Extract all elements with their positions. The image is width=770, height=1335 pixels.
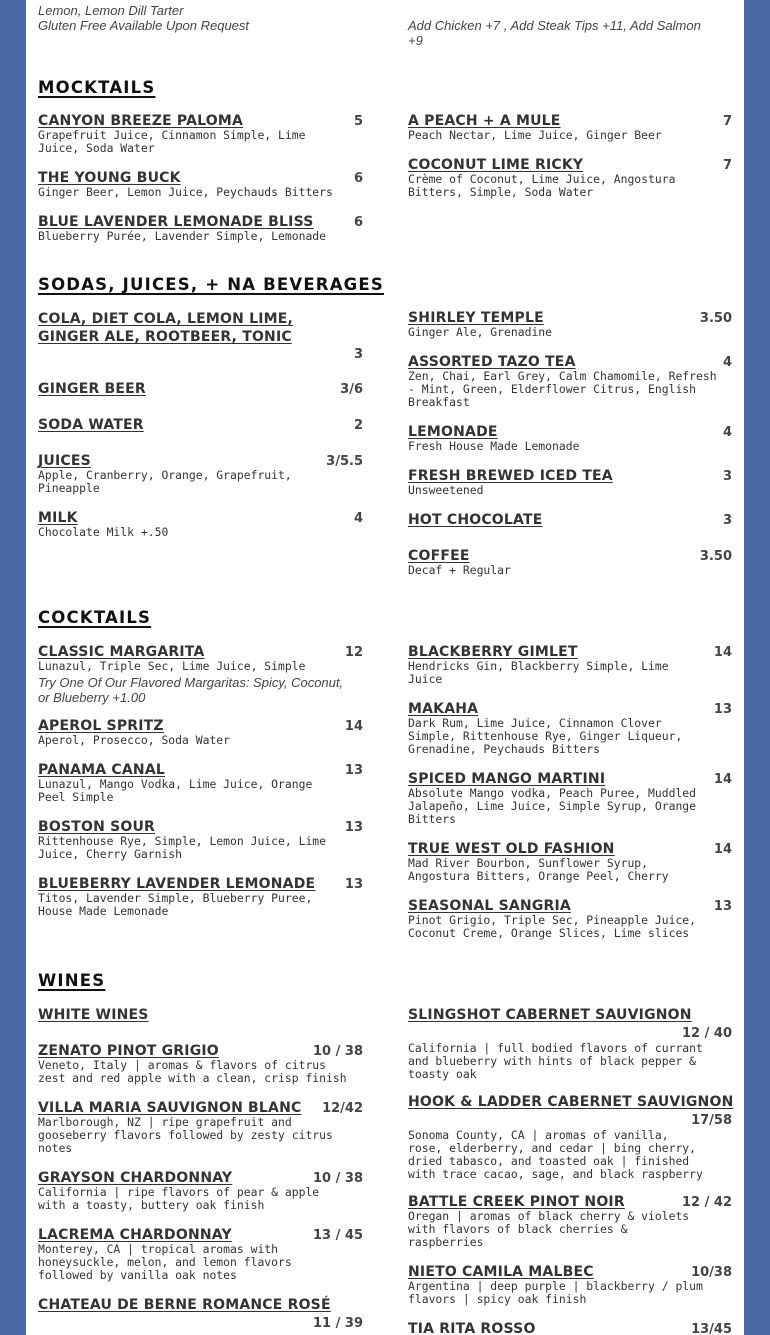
item-price: 3/5.5 [326,454,363,469]
item-description: Blueberry Purée, Lavender Simple, Lemonade [38,229,327,243]
item-price: 12 / 42 [682,1195,732,1210]
item-price: 14 [713,772,732,787]
item-name: GINGER BEER [38,381,146,397]
item-name: BOSTON SOUR [38,819,156,835]
item-price: 4 [353,511,363,526]
item-name: MAKAHA [408,701,479,717]
item-name: SPICED MANGO MARTINI [408,771,606,787]
item-price: 3 [722,469,732,484]
item-price: 13 / 45 [313,1228,363,1243]
item-description: California | ripe flavors of pear & apple with a toasty, buttery oak finish [38,1185,320,1212]
item-name: BATTLE CREEK PINOT NOIR [408,1194,625,1210]
section-title-sodas: SODAS, JUICES, + NA BEVERAGES [38,275,384,294]
item-price: 14 [713,645,732,660]
item-description: Crème of Coconut, Lime Juice, Angostura Bitters, Simple, Soda Water [408,172,676,199]
item-price: 13 [344,763,363,778]
item-name: COFFEE [408,548,470,564]
item-name: HOT CHOCOLATE [408,512,543,528]
top-right-line2: +9 [408,33,423,48]
item-description: Zen, Chai, Earl Grey, Calm Chamomile, Refresh - Mint, Green, Elderflower Citrus, English Breakfast [408,369,717,409]
item-price: 3.50 [699,311,732,326]
menu-page [26,0,744,1335]
item-name: ASSORTED TAZO TEA [408,354,576,370]
item-description: Absolute Mango vodka, Peach Puree, Muddled Jalapeño, Lime Juice, Simple Syrup, Orange Bitters [408,786,697,826]
item-description: Marlborough, NZ | ripe grapefruit and gooseberry flavors followed by zesty citrus notes [38,1115,333,1155]
item-description: Mad River Bourbon, Sunflower Syrup, Angostura Bitters, Orange Peel, Cherry [408,856,669,883]
top-left-line1: Lemon, Lemon Dill Tarter [38,3,184,18]
item-name: SHIRLEY TEMPLE [408,310,544,326]
item-price: 6 [353,215,363,230]
item-price: 14 [344,719,363,734]
item-description: Fresh House Made Lemonade [408,439,580,453]
item-price: 3.50 [699,549,732,564]
item-price: 10 / 38 [313,1044,363,1059]
item-name: NIETO CAMILA MALBEC [408,1264,594,1280]
item-name: ZENATO PINOT GRIGIO [38,1043,219,1059]
item-note: Try One Of Our Flavored Margaritas: Spicy, Coconut, or Blueberry +1.00 [38,675,344,705]
item-name: HOOK & LADDER CABERNET SAUVIGNON [408,1094,734,1110]
item-description: Grapefruit Juice, Cinnamon Simple, Lime Juice, Soda Water [38,128,306,155]
section-title-mocktails: MOCKTAILS [38,78,156,97]
item-price: 5 [353,114,363,129]
item-description: Unsweetened [408,483,484,497]
item-name: THE YOUNG BUCK [38,170,181,186]
item-description: Oregan | aromas of black cherry & violets with flavors of black cherries & raspberries [408,1209,690,1249]
item-name: BLACKBERRY GIMLET [408,644,578,660]
item-description: Veneto, Italy | aromas & flavors of citrus zest and red apple with a clean, crisp finish [38,1058,347,1085]
item-name: TRUE WEST OLD FASHION [408,841,615,857]
top-left-line2: Gluten Free Available Upon Request [38,18,250,33]
item-price: 3/6 [340,382,363,397]
item-price: 13/45 [691,1322,732,1335]
item-name: CHATEAU DE BERNE ROMANCE ROSÉ [38,1297,331,1313]
item-name: LACREMA CHARDONNAY [38,1227,232,1243]
item-name: COLA, DIET COLA, LEMON LIME, GINGER ALE, ROOTBEER, TONIC [38,311,294,345]
item-name: A PEACH + A MULE [408,113,561,129]
item-description: Monterey, CA | tropical aromas with honeysuckle, melon, and lemon flavors followed by vanilla oak notes [38,1242,292,1282]
item-price: 3 [722,513,732,528]
item-name: MILK [38,510,78,526]
item-price: 12/42 [322,1101,363,1116]
item-name: LEMONADE [408,424,498,440]
item-name: CANYON BREEZE PALOMA [38,113,244,129]
item-price: 13 [713,702,732,717]
item-description: Ginger Beer, Lemon Juice, Peychauds Bitters [38,185,333,199]
item-name: SEASONAL SANGRIA [408,898,571,914]
item-price: 4 [722,355,732,370]
item-price: 10/38 [691,1265,732,1280]
item-name: JUICES [38,453,91,469]
item-description: Lunazul, Triple Sec, Lime Juice, Simple [38,659,306,673]
item-name: APEROL SPRITZ [38,718,164,734]
top-right-line1: Add Chicken +7 , Add Steak Tips +11, Add Salmon [408,18,701,33]
item-description: Chocolate Milk +.50 [38,525,169,539]
item-description: Dark Rum, Lime Juice, Cinnamon Clover Simple, Rittenhouse Rye, Ginger Liqueur, Grenadine, Peychauds Bitters [408,716,683,756]
item-price: 13 [344,820,363,835]
item-price: 7 [722,114,732,129]
item-name: PANAMA CANAL [38,762,165,778]
item-description: Titos, Lavender Simple, Blueberry Puree, House Made Lemonade [38,891,313,918]
item-price: 14 [713,842,732,857]
item-description: Lunazul, Mango Vodka, Lime Juice, Orange Peel Simple [38,777,313,804]
item-price: 17/58 [691,1113,732,1128]
item-description: Argentina | deep purple | blackberry / plum flavors | spicy oak finish [408,1279,703,1306]
item-description: Ginger Ale, Grenadine [408,325,553,339]
item-name: TIA RITA ROSSO [408,1321,536,1335]
item-name: BLUE LAVENDER LEMONADE BLISS [38,214,314,230]
item-name: BLUEBERRY LAVENDER LEMONADE [38,876,316,892]
item-name: VILLA MARIA SAUVIGNON BLANC [38,1100,302,1116]
item-price: 12 [344,645,363,660]
item-description: Decaf + Regular [408,563,511,577]
item-name: GRAYSON CHARDONNAY [38,1170,233,1186]
item-price: 2 [353,418,363,433]
item-price: 12 / 40 [682,1026,732,1041]
item-price: 11 / 39 [313,1316,363,1331]
item-name: COCONUT LIME RICKY [408,157,584,173]
item-description: Pinot Grigio, Triple Sec, Pineapple Juice, Coconut Creme, Orange Slices, Lime slices [408,913,697,940]
item-name: CLASSIC MARGARITA [38,644,205,660]
item-price: 13 [713,899,732,914]
item-price: 4 [722,425,732,440]
item-description: Aperol, Prosecco, Soda Water [38,733,231,747]
item-price: 3 [353,347,363,362]
item-price: 10 / 38 [313,1171,363,1186]
section-title-cocktails: COCKTAILS [38,608,152,627]
item-price: 13 [344,877,363,892]
item-price: 7 [722,158,732,173]
item-description: California | full bodied flavors of currant and blueberry with hints of black pepper & toasty oak [408,1041,703,1081]
item-name: SODA WATER [38,417,144,433]
item-description: Apple, Cranberry, Orange, Grapefruit, Pineapple [38,468,292,495]
item-description: Hendricks Gin, Blackberry Simple, Lime Juice [408,659,669,686]
item-description: Peach Nectar, Lime Juice, Ginger Beer [408,128,662,142]
item-price: 6 [353,171,363,186]
item-description: Sonoma County, CA | aromas of vanilla, rose, elderberry, and cedar | bing cherry, dried tabasco, and toasted oak | finished with trace cacao, sage, and black raspberry [408,1128,703,1181]
wines-subhead: WHITE WINES [38,1007,149,1023]
item-description: Rittenhouse Rye, Simple, Lemon Juice, Lime Juice, Cherry Garnish [38,834,327,861]
item-name: SLINGSHOT CABERNET SAUVIGNON [408,1007,692,1023]
item-name: FRESH BREWED ICED TEA [408,468,613,484]
section-title-wines: WINES [38,971,106,990]
